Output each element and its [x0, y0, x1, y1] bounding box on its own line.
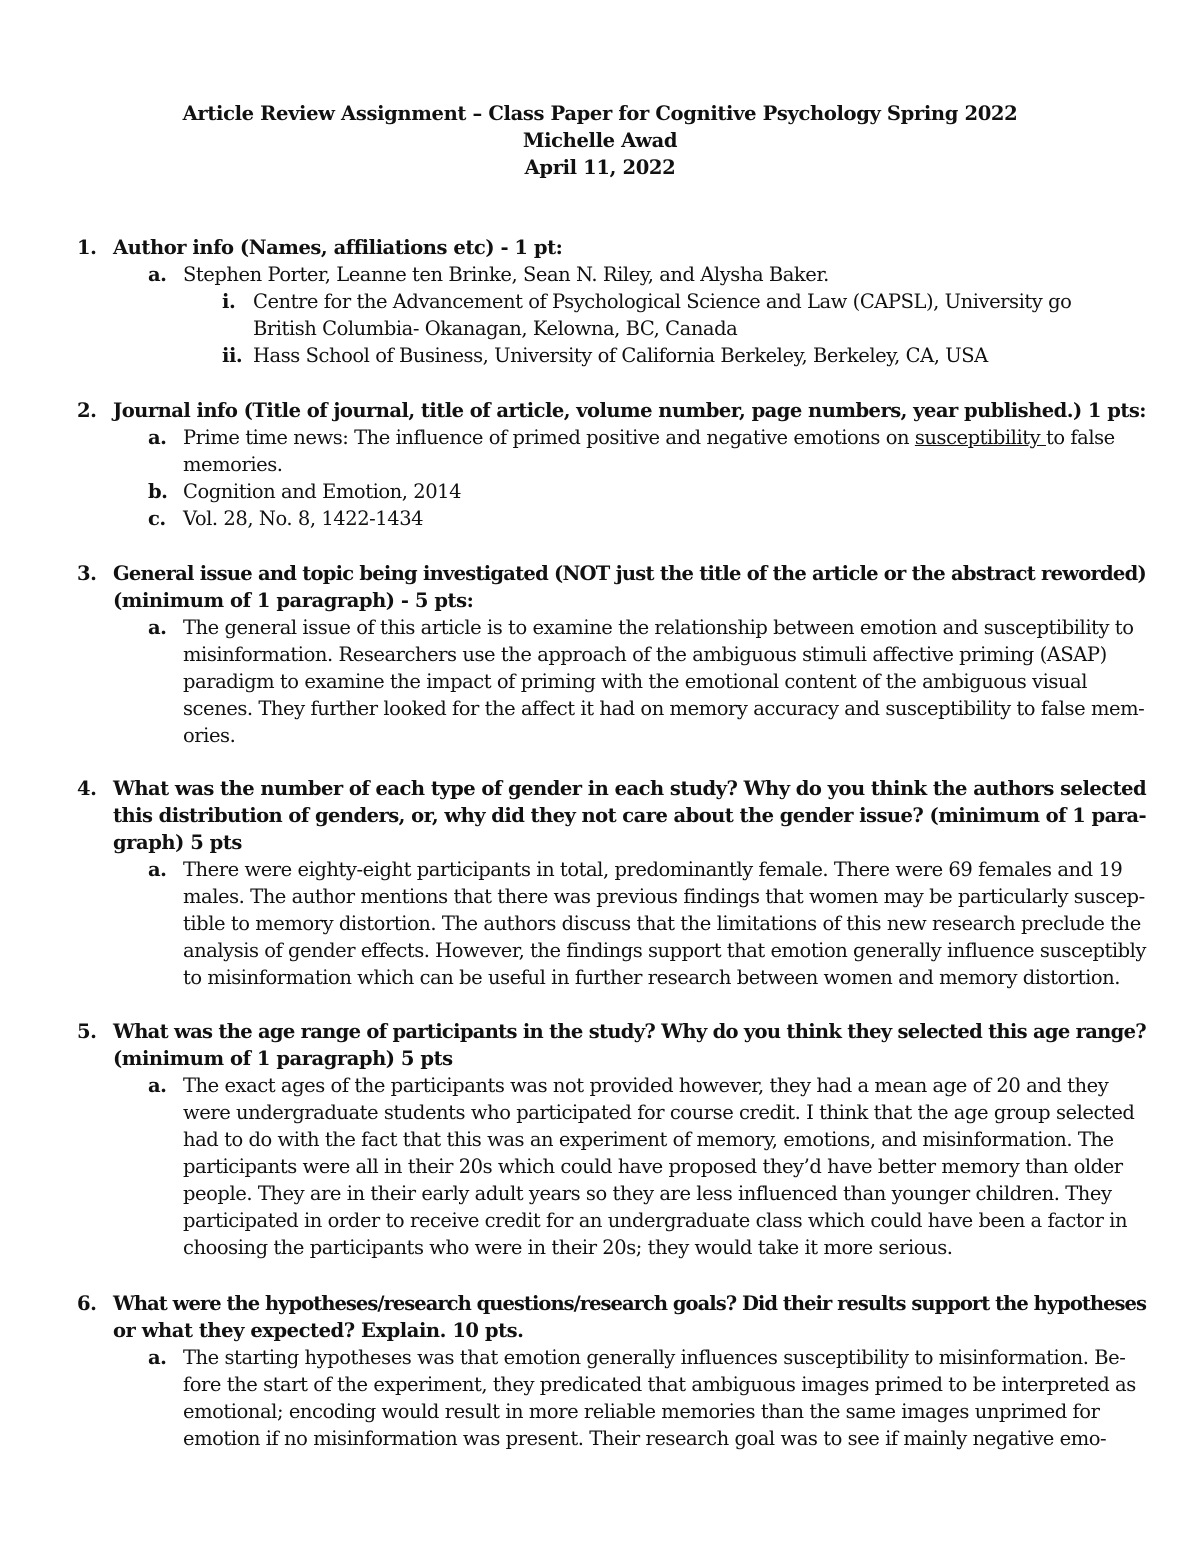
- answer-text: scenes. They further looked for the affect it had on memory accuracy and susceptibility to false mem-: [183, 697, 1145, 720]
- answer-line: [0, 1072, 1200, 1099]
- sub-item-line: [0, 342, 1200, 369]
- answer-line: [0, 1398, 1200, 1425]
- question-heading: [0, 829, 1200, 856]
- question-heading: [0, 397, 1200, 424]
- question-6: [0, 1290, 1200, 1452]
- answer-text: emotional; encoding would result in more reliable memories than the same images unprimed for: [183, 1400, 1100, 1423]
- answer-line: [0, 1126, 1200, 1153]
- answer-text: to misinformation which can be useful in further research between women and memory distortion.: [183, 966, 1121, 989]
- question-1: [0, 234, 1200, 369]
- answer-line: [0, 1425, 1200, 1452]
- answer-text: Vol. 28, No. 8, 1422-1434: [183, 507, 424, 530]
- answer-text: people. They are in their early adult years so they are less influenced than younger children. They: [183, 1182, 1112, 1205]
- question-heading: [0, 560, 1200, 587]
- answer-text: The exact ages of the participants was not provided however, they had a mean age of 20 and they: [183, 1074, 1109, 1097]
- answer-line: [0, 856, 1200, 883]
- answer-text: There were eighty-eight participants in total, predominantly female. There were 69 females and 19: [183, 858, 1123, 881]
- question-number: 4.: [77, 777, 97, 800]
- answer-line: [0, 451, 1200, 478]
- answer-text: participated in order to receive credit for an undergraduate class which could have been a factor in: [183, 1209, 1128, 1232]
- question-text: or what they expected? Explain. 10 pts.: [113, 1319, 524, 1342]
- sub-item-text: British Columbia- Okanagan, Kelowna, BC, Canada: [253, 317, 738, 340]
- question-number: 1.: [77, 236, 97, 259]
- answer-text: fore the start of the experiment, they predicated that ambiguous images primed to be interpreted as: [183, 1373, 1136, 1396]
- question-heading: [0, 802, 1200, 829]
- question-text: What was the number of each type of gender in each study? Why do you think the authors selected: [113, 777, 1147, 800]
- answer-line: [0, 668, 1200, 695]
- answer-text: Stephen Porter, Leanne ten Brinke, Sean N. Riley, and Alysha Baker.: [183, 263, 829, 286]
- answer-line: [0, 1207, 1200, 1234]
- answer-line: [0, 424, 1200, 451]
- answer-text-segment: to false: [1045, 426, 1115, 449]
- answer-text: Cognition and Emotion, 2014: [183, 480, 462, 503]
- sub-item-label: ii.: [222, 344, 243, 367]
- question-2: [0, 397, 1200, 532]
- answer-text: misinformation. Researchers use the approach of the ambiguous stimuli affective priming (ASAP): [183, 643, 1107, 666]
- answer-line: [0, 261, 1200, 288]
- answer-text: choosing the participants who were in their 20s; they would take it more serious.: [183, 1236, 953, 1259]
- question-text: this distribution of genders, or, why did they not care about the gender issue? (minimum of 1 para-: [113, 804, 1147, 827]
- answer-text: males. The author mentions that there was previous findings that women may be particularly suscep-: [183, 885, 1145, 908]
- question-heading: [0, 1317, 1200, 1344]
- answer-label: a.: [148, 1074, 167, 1097]
- answer-text: emotion if no misinformation was present. Their research goal was to see if mainly negative emo-: [183, 1427, 1107, 1450]
- answer-line: [0, 937, 1200, 964]
- question-number: 3.: [77, 562, 97, 585]
- question-text: (minimum of 1 paragraph) - 5 pts:: [113, 589, 474, 612]
- sub-item-text: Hass School of Business, University of California Berkeley, Berkeley, CA, USA: [253, 344, 988, 367]
- answer-text: The general issue of this article is to examine the relationship between emotion and susceptibility to: [183, 616, 1134, 639]
- answer-line: [0, 1234, 1200, 1261]
- question-heading: [0, 587, 1200, 614]
- answer-line: [0, 722, 1200, 749]
- answer-label: a.: [148, 426, 167, 449]
- answer-text: were undergraduate students who participated for course credit. I think that the age group selected: [183, 1101, 1135, 1124]
- question-text: General issue and topic being investigated (NOT just the title of the article or the abstract reworded): [113, 562, 1146, 585]
- question-text: What was the age range of participants in the study? Why do you think they selected this age range?: [113, 1020, 1147, 1043]
- question-4: [0, 775, 1200, 991]
- answer-line: [0, 1099, 1200, 1126]
- answer-text: tible to memory distortion. The authors discuss that the limitations of this new research preclude the: [183, 912, 1141, 935]
- question-text: (minimum of 1 paragraph) 5 pts: [113, 1047, 453, 1070]
- answer-line: [0, 883, 1200, 910]
- question-text: What were the hypotheses/research questions/research goals? Did their results support the hypotheses: [113, 1292, 1146, 1315]
- answer-label: b.: [148, 480, 168, 503]
- answer-label: a.: [148, 616, 167, 639]
- answer-line: [0, 964, 1200, 991]
- answer-label: c.: [148, 507, 166, 530]
- answer-text: had to do with the fact that this was an experiment of memory, emotions, and misinformation. The: [183, 1128, 1114, 1151]
- sub-item-text: Centre for the Advancement of Psychological Science and Law (CAPSL), University go: [253, 290, 1072, 313]
- answer-text: memories.: [183, 453, 283, 476]
- answer-line: [0, 1371, 1200, 1398]
- question-heading: [0, 1290, 1200, 1317]
- answer-line: [0, 1344, 1200, 1371]
- answer-text: ories.: [183, 724, 236, 747]
- answer-label: a.: [148, 1346, 167, 1369]
- answer-text: The starting hypotheses was that emotion generally influences susceptibility to misinformation. Be-: [183, 1346, 1126, 1369]
- question-text: Author info (Names, affiliations etc) - 1 pt:: [113, 236, 563, 259]
- question-number: 2.: [77, 399, 97, 422]
- sub-item-label: i.: [222, 290, 236, 313]
- document-title: Article Review Assignment – Class Paper for Cognitive Psychology Spring 2022: [182, 102, 1018, 125]
- answer-line: [0, 910, 1200, 937]
- answer-label: a.: [148, 858, 167, 881]
- answer-line: [0, 478, 1200, 505]
- document-header: [0, 100, 1200, 181]
- question-heading: [0, 234, 1200, 261]
- underlined-word: susceptibility: [914, 426, 1046, 449]
- document-author: Michelle Awad: [522, 129, 678, 152]
- answer-line: [0, 695, 1200, 722]
- question-text: graph) 5 pts: [113, 831, 242, 854]
- question-heading: [0, 775, 1200, 802]
- sub-item-line: [0, 315, 1200, 342]
- answer-label: a.: [148, 263, 167, 286]
- question-heading: [0, 1045, 1200, 1072]
- answer-text: [183, 424, 1115, 451]
- answer-line: [0, 1153, 1200, 1180]
- answer-line: [0, 614, 1200, 641]
- question-5: [0, 1018, 1200, 1261]
- answer-text: paradigm to examine the impact of priming with the emotional content of the ambiguous visual: [183, 670, 1087, 693]
- answer-text: participants were all in their 20s which could have proposed they’d have better memory than older: [183, 1155, 1123, 1178]
- question-3: [0, 560, 1200, 749]
- document-date: April 11, 2022: [524, 156, 676, 179]
- answer-line: [0, 641, 1200, 668]
- answer-text-segment: Prime time news: The influence of primed positive and negative emotions on: [183, 426, 915, 449]
- question-number: 5.: [77, 1020, 97, 1043]
- sub-item-line: [0, 288, 1200, 315]
- answer-line: [0, 505, 1200, 532]
- question-number: 6.: [77, 1292, 97, 1315]
- answer-line: [0, 1180, 1200, 1207]
- question-text: Journal info (Title of journal, title of article, volume number, page numbers, year published.) 1 pts:: [113, 399, 1146, 422]
- question-heading: [0, 1018, 1200, 1045]
- answer-text: analysis of gender effects. However, the findings support that emotion generally influence susceptibly: [183, 939, 1146, 962]
